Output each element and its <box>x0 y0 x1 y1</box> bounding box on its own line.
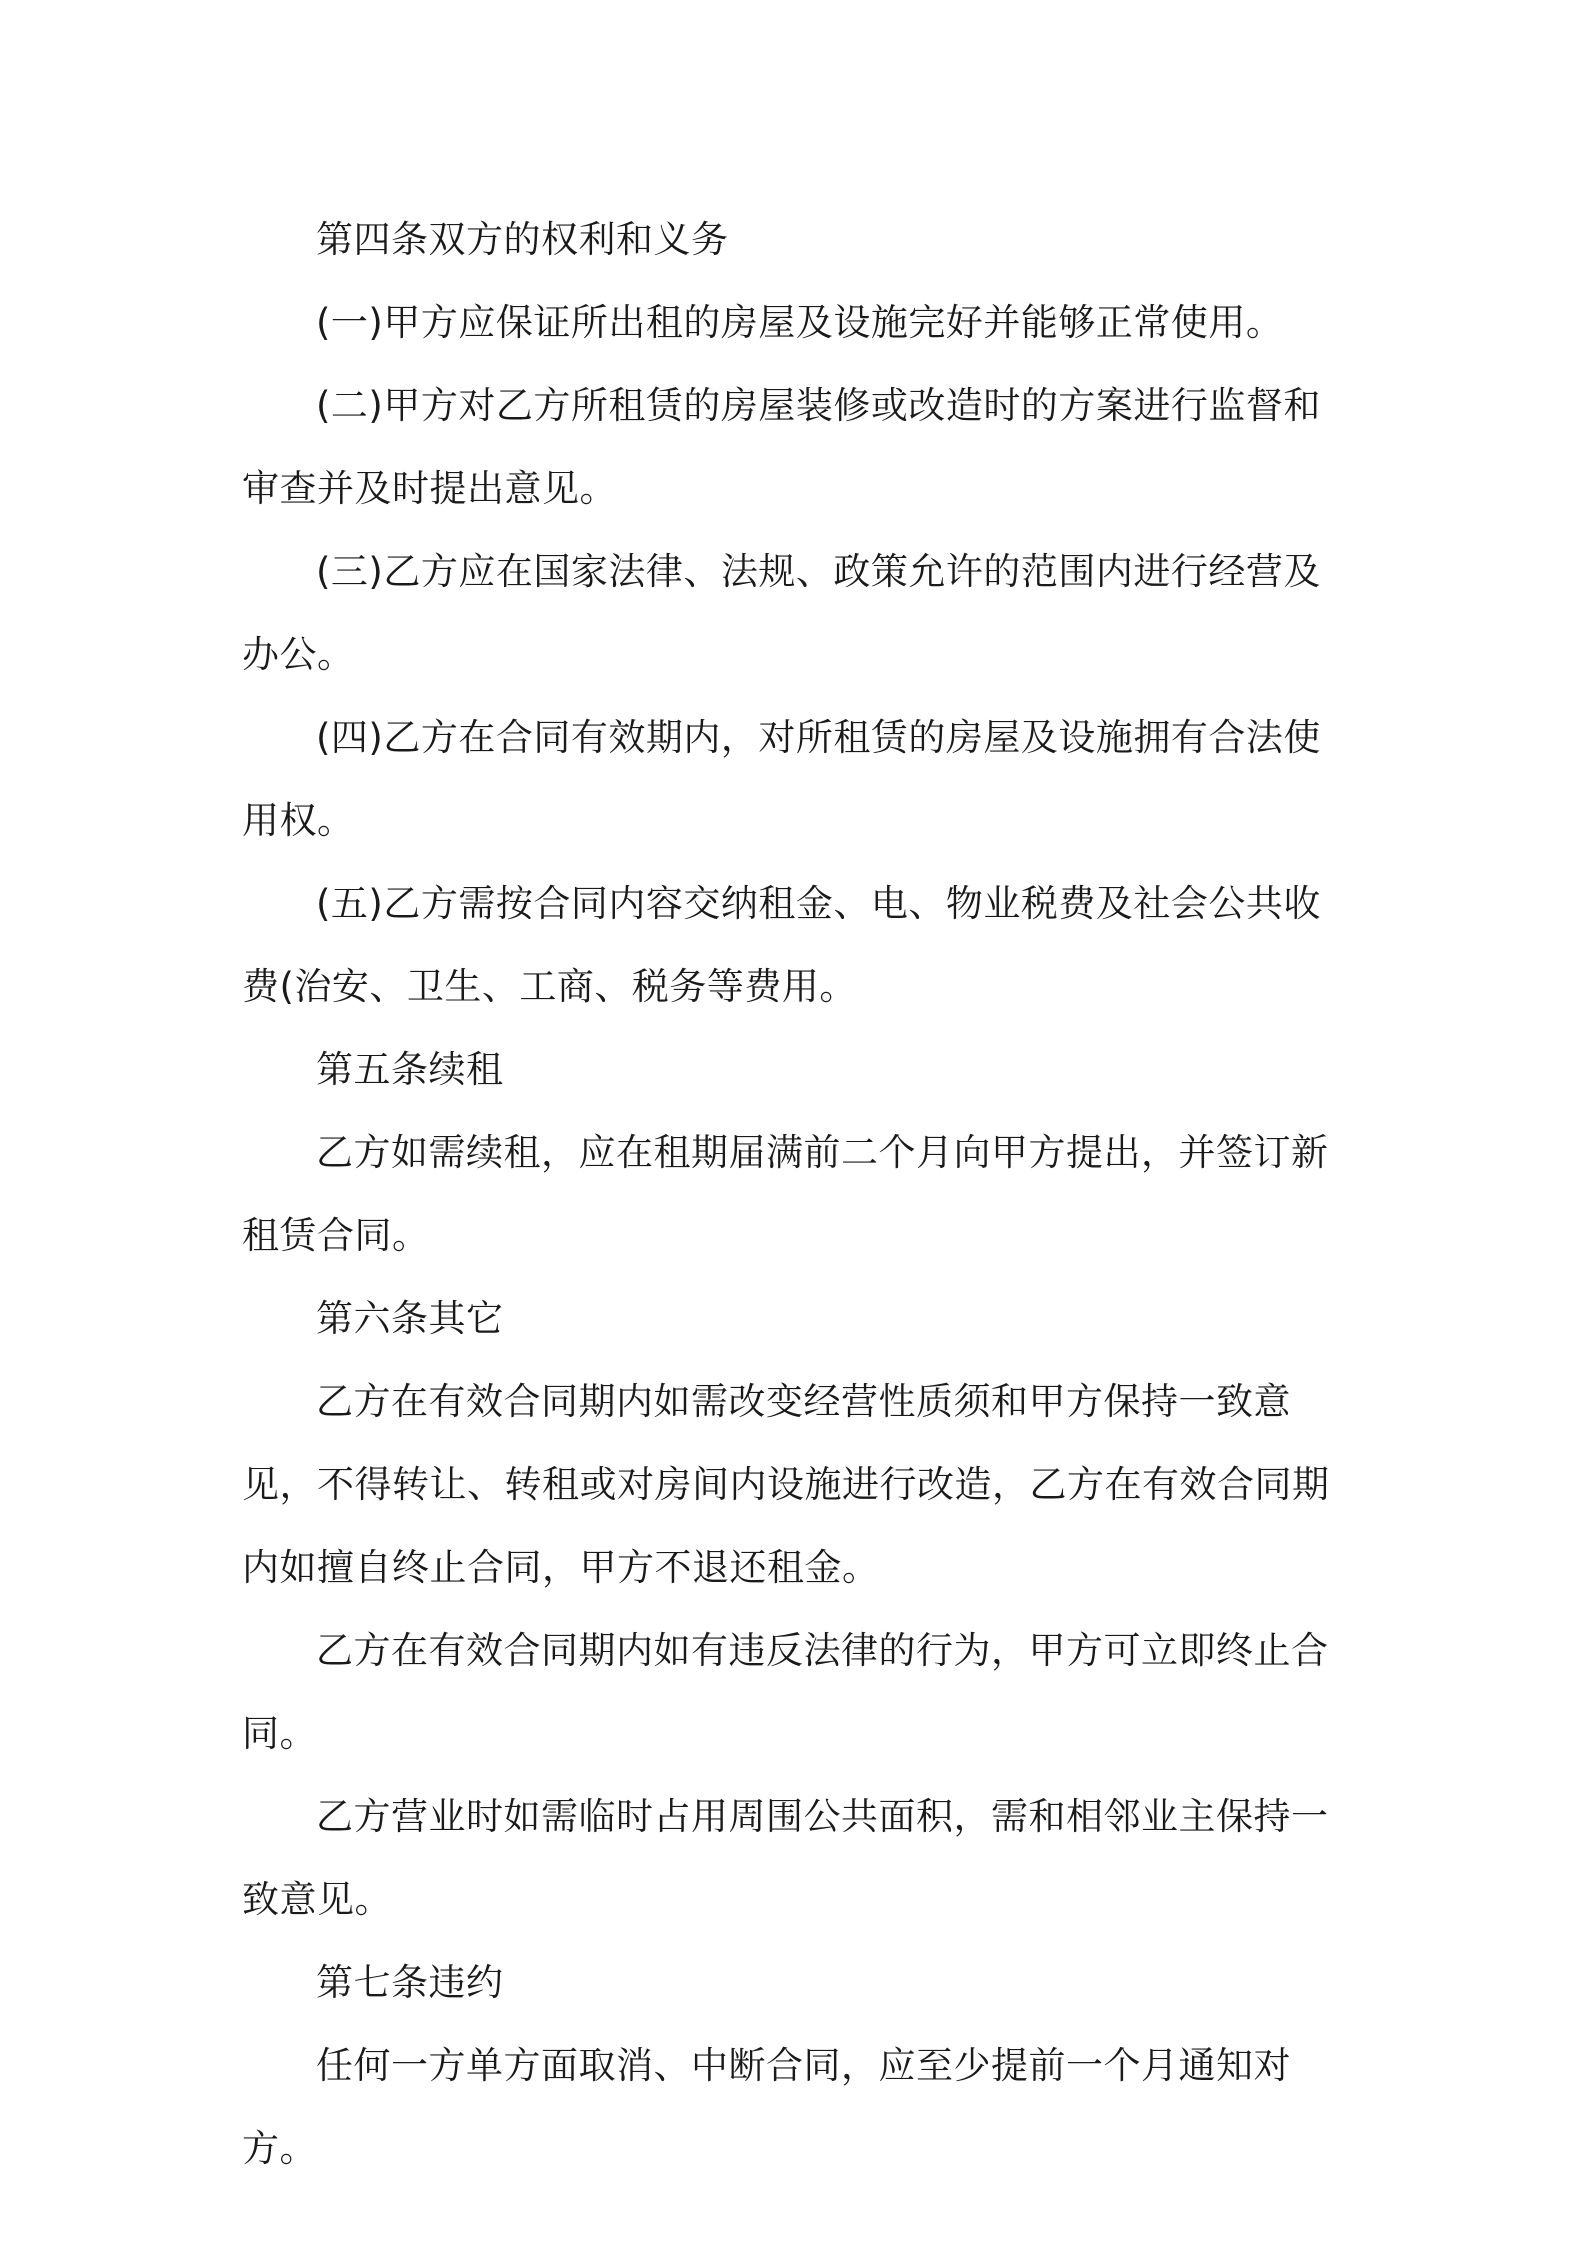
clause-paragraph: (一)甲方应保证所出租的房屋及设施完好并能够正常使用。 <box>316 301 1284 344</box>
clause-paragraph: (二)甲方对乙方所租赁的房屋装修或改造时的方案进行监督和审查并及时提出意见。 <box>242 384 1321 510</box>
clause-paragraph: 任何一方单方面取消、中断合同，应至少提前一个月通知对方。 <box>242 2044 1291 2170</box>
section-heading-article-7: 第七条违约 <box>316 1961 504 2004</box>
clause-paragraph: (五)乙方需按合同内容交纳租金、电、物业税费及社会公共收费(治安、卫生、工商、税务等费用。 <box>242 882 1321 1008</box>
section-heading-article-5: 第五条续租 <box>316 1048 504 1091</box>
clause-paragraph: (三)乙方应在国家法律、法规、政策允许的范围内进行经营及办公。 <box>242 550 1321 676</box>
section-heading-article-4: 第四条双方的权利和义务 <box>316 218 729 261</box>
section-heading-article-6: 第六条其它 <box>316 1297 504 1340</box>
clause-paragraph: (四)乙方在合同有效期内，对所租赁的房屋及设施拥有合法使用权。 <box>242 716 1321 842</box>
clause-paragraph: 乙方在有效合同期内如有违反法律的行为，甲方可立即终止合同。 <box>242 1629 1329 1755</box>
clause-paragraph: 乙方营业时如需临时占用周围公共面积，需和相邻业主保持一致意见。 <box>242 1795 1329 1921</box>
clause-paragraph: 乙方在有效合同期内如需改变经营性质须和甲方保持一致意见，不得转让、转租或对房间内设施进行改造，乙方在有效合同期内如擅自终止合同，甲方不退还租金。 <box>242 1380 1330 1589</box>
clause-paragraph: 乙方如需续租，应在租期届满前二个月向甲方提出，并签订新租赁合同。 <box>242 1131 1329 1257</box>
document-body <box>242 198 1352 2190</box>
